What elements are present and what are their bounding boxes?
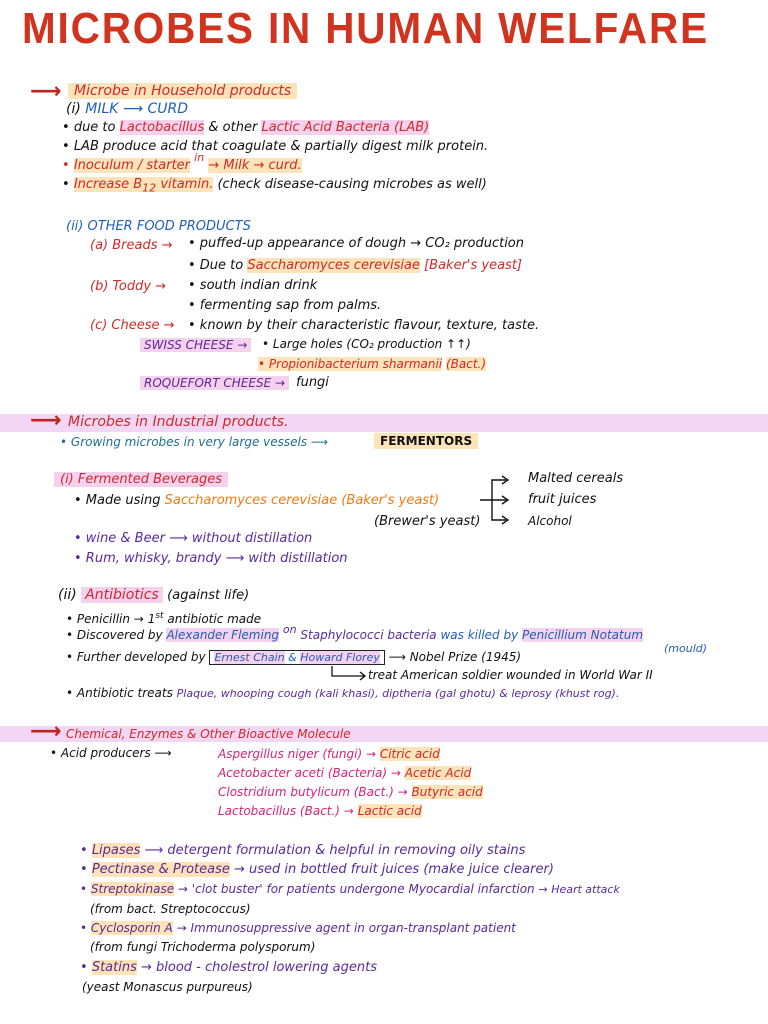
text: antibiotic made <box>167 612 262 626</box>
bullet-inoculum: • Inoculum / starter $^{in}$ → Milk → curd. <box>62 151 302 173</box>
text: • Due to <box>188 258 244 273</box>
acid-row <box>218 764 483 783</box>
toddy-label: (b) Toddy → <box>90 279 167 294</box>
swiss-detail-1: • Large holes (CO₂ production ↑↑) <box>262 337 471 351</box>
fermented-beverages-heading: (i) Fermented Beverages <box>54 472 228 487</box>
acid-name: Lactic acid <box>357 804 422 818</box>
on-label: on <box>282 623 297 636</box>
section-arrow-icon: ⟶ <box>30 719 62 744</box>
toddy-detail-2: • fermenting sap from palms. <box>188 298 382 313</box>
further-developed-line <box>66 650 521 664</box>
propionibacterium-term: • Propionibacterium sharmanii <box>258 357 443 371</box>
florey-term: Howard Florey <box>300 651 380 664</box>
bakers-yeast: [Baker's yeast] <box>424 258 522 273</box>
text: (check disease-causing microbes as well) <box>217 177 487 192</box>
antibiotics-heading <box>58 587 249 603</box>
penicillin-line <box>66 611 261 626</box>
milk-curd-line <box>66 101 188 117</box>
bullet-lab: • LAB produce acid that coagulate & partially digest milk protein. <box>62 139 489 154</box>
text: was killed by <box>440 628 519 642</box>
acid-row <box>218 802 483 821</box>
heart-attack: → Heart attack <box>538 883 620 896</box>
section-arrow-icon: ⟶ <box>30 79 62 104</box>
fruit-juices: fruit juices <box>528 492 597 507</box>
roquefort-detail: fungi <box>296 375 329 390</box>
superscript: st <box>155 611 164 621</box>
lipases-term: Lipases <box>91 843 141 858</box>
treat-line: treat American soldier wounded in World War II <box>368 668 653 682</box>
treat-arrow <box>330 666 370 680</box>
fleming-term: Alexander Fleming <box>166 628 280 642</box>
text: ⟶ detergent formulation & helpful in removing oily stains <box>144 843 526 858</box>
subscript: 12 <box>142 181 157 195</box>
statins-line: • Statins → blood - cholestrol lowering agents <box>80 960 377 975</box>
breads-detail-2 <box>188 258 522 273</box>
text: • Antibiotic treats <box>66 686 173 700</box>
streptokinase-line: • Streptokinase → 'clot buster' for patients undergone Myocardial infarction → Heart attack <box>80 882 620 896</box>
breads-detail-1: • puffed-up appearance of dough → CO₂ production <box>188 236 525 251</box>
acid-row <box>218 745 483 764</box>
mould-label: (mould) <box>664 642 708 655</box>
streptococcus-source: (from bact. Streptococcus) <box>90 902 251 916</box>
text: due to <box>73 120 116 135</box>
milk-label: MILK <box>85 101 119 117</box>
chain-term: Ernest Chain <box>214 651 285 664</box>
fermentor-line: • Growing microbes in very large vessels ⟶ <box>60 435 329 449</box>
acid-list <box>218 745 483 821</box>
cheese-label: (c) Cheese → <box>90 318 175 333</box>
text: • Penicillin → <box>66 612 144 626</box>
in-label: in <box>194 151 205 164</box>
text: → 'clot buster' for patients undergone Myocardial infarction <box>177 882 535 896</box>
item-number: (ii) <box>58 587 77 603</box>
diseases-list: Plaque, whooping cough (kali khasi), diptheria (gal ghotu) & leprosy (khust rog). <box>176 687 620 700</box>
acid-producers-label: • Acid producers ⟶ <box>50 746 172 760</box>
other-food-heading <box>66 219 251 234</box>
cyclosporin-line: • Cyclosporin A → Immunosuppressive agent in organ-transplant patient <box>80 921 516 935</box>
nobel-text: ⟶ Nobel Prize (1945) <box>388 650 522 664</box>
item-number: (i) <box>66 101 81 117</box>
rum-line: • Rum, whisky, brandy ⟶ with distillation <box>74 551 348 566</box>
section-heading-household: Microbe in Household products <box>68 83 297 99</box>
malted-cereals: Malted cereals <box>528 471 624 486</box>
alcohol: Alcohol <box>528 514 572 528</box>
curd-label: CURD <box>147 101 188 117</box>
roquefort-label: ROQUEFORT CHEESE → <box>140 376 289 390</box>
item-number: (ii) <box>66 219 84 234</box>
text: → blood - cholestrol lowering agents <box>141 960 377 975</box>
text: (against life) <box>167 588 250 603</box>
bact-label: (Bact.) <box>445 357 487 371</box>
section-heading-chemical: Chemical, Enzymes & Other Bioactive Molecule <box>66 727 351 741</box>
section-heading-industrial: Microbes in Industrial products. <box>68 414 289 430</box>
text: • Discovered by <box>66 628 163 642</box>
notatum-term: Penicillium Notatum <box>522 628 644 642</box>
swiss-detail-2 <box>258 357 486 371</box>
text: LAB produce acid that coagulate & partially digest milk protein. <box>73 139 489 154</box>
bullet-b12: • Increase $B_{12}$ vitamin. (check disease-causing microbes as well) <box>62 177 487 195</box>
organism: Clostridium butylicum (Bact.) → <box>218 785 408 799</box>
text: → Immunosuppressive agent in organ-transplant patient <box>176 921 516 935</box>
antibiotics-term: Antibiotics <box>81 587 163 603</box>
breads-label: (a) Breads → <box>90 238 173 253</box>
text: Increase B <box>73 177 143 192</box>
pectinase-term: Pectinase & Protease <box>91 862 230 877</box>
acid-name: Acetic Acid <box>404 766 472 780</box>
wine-beer-line: • wine & Beer ⟶ without distillation <box>74 531 313 546</box>
text: • Further developed by <box>66 650 206 664</box>
text: • Made using <box>74 493 161 508</box>
toddy-detail-1: • south indian drink <box>188 278 318 293</box>
organism: Acetobacter aceti (Bacteria) → <box>218 766 401 780</box>
antibiotic-treats-line <box>66 686 619 700</box>
trichoderma-source: (from fungi Trichoderma polysporum) <box>90 940 316 954</box>
fermentors-label: FERMENTORS <box>374 433 478 449</box>
monascus-source: (yeast Monascus purpureus) <box>82 980 253 994</box>
text: & <box>288 651 297 664</box>
saccharomyces-term: Saccharomyces cerevisiae (Baker's yeast) <box>164 493 440 508</box>
cheese-detail-1: • known by their characteristic flavour, texture, taste. <box>188 318 540 333</box>
bullet-lactobacillus: • due to Lactobacillus & other Lactic Acid Bacteria (LAB) <box>62 120 430 135</box>
staph-term: Staphylococci bacteria <box>300 628 437 642</box>
organism: Lactobacillus (Bact.) → <box>218 804 354 818</box>
organism: Aspergillus niger (fungi) → <box>218 747 376 761</box>
pectinase-line: • Pectinase & Protease → used in bottled fruit juices (make juice clearer) <box>80 862 554 877</box>
brewers-yeast: (Brewer's yeast) <box>374 514 481 529</box>
acid-name: Butyric acid <box>411 785 483 799</box>
text: OTHER FOOD PRODUCTS <box>87 219 251 234</box>
text: → used in bottled fruit juices (make juice clearer) <box>234 862 554 877</box>
text: 1 <box>147 612 156 626</box>
lactobacillus-term: Lactobacillus <box>119 120 205 135</box>
made-using-line <box>74 493 439 508</box>
milk-curd-text: → Milk → curd. <box>208 158 302 173</box>
text: vitamin. <box>160 177 214 192</box>
cyclosporin-term: Cyclosporin A <box>90 921 173 935</box>
swiss-cheese-label: SWISS CHEESE → <box>140 338 251 352</box>
streptokinase-term: Streptokinase <box>90 882 175 896</box>
statins-term: Statins <box>91 960 137 975</box>
arrow-icon: ⟶ <box>122 101 144 117</box>
saccharomyces-term: Saccharomyces cerevisiae <box>247 258 420 273</box>
page-title: MICROBES IN HUMAN WELFARE <box>22 4 709 53</box>
lipases-line: • Lipases ⟶ detergent formulation & helpful in removing oily stains <box>80 843 526 858</box>
branch-arrows <box>478 474 518 524</box>
lab-term: Lactic Acid Bacteria (LAB) <box>261 120 430 135</box>
discovered-line <box>66 623 644 642</box>
inoculum-text: Inoculum / starter <box>73 158 191 173</box>
section-arrow-icon: ⟶ <box>30 408 62 433</box>
acid-name: Citric acid <box>379 747 440 761</box>
text: & other <box>208 120 258 135</box>
acid-row <box>218 783 483 802</box>
